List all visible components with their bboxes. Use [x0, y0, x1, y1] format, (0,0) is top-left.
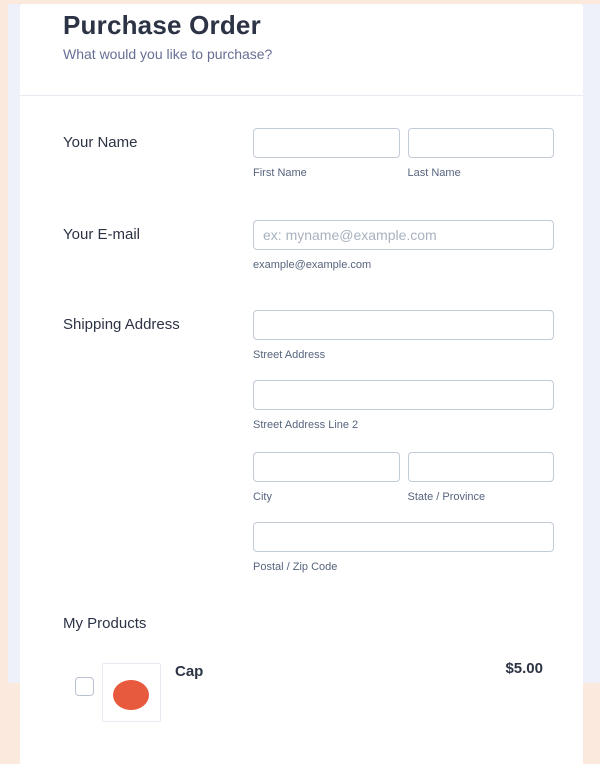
- address-field-row: [63, 310, 554, 574]
- form-header: [20, 4, 583, 96]
- email-field-inputs: [253, 220, 554, 272]
- cap-image: [113, 680, 149, 710]
- state-input[interactable]: [408, 452, 555, 482]
- street-address-input[interactable]: [253, 310, 554, 340]
- name-field-row: [63, 128, 554, 180]
- form-page-background: [8, 4, 600, 683]
- city-input[interactable]: [253, 452, 400, 482]
- product-price: $5.00: [505, 660, 543, 677]
- your-name-label: Your Name: [63, 134, 138, 151]
- email-sublabel: example@example.com: [253, 259, 372, 271]
- page-subtitle: What would you like to purchase?: [63, 46, 273, 62]
- street-address-line2-input[interactable]: [253, 380, 554, 410]
- last-name-input[interactable]: [408, 128, 555, 158]
- last-name-sublabel: Last Name: [407, 167, 461, 179]
- street-address-line2-sublabel: Street Address Line 2: [253, 419, 359, 431]
- page-title: Purchase Order: [63, 10, 261, 40]
- product-image-cap[interactable]: [102, 663, 161, 722]
- first-name-sublabel: First Name: [253, 167, 307, 179]
- postal-code-input[interactable]: [253, 522, 554, 552]
- product-name: Cap: [175, 663, 204, 680]
- name-field-inputs: [253, 128, 554, 180]
- form-body: [20, 96, 583, 722]
- email-input[interactable]: [253, 220, 554, 250]
- postal-code-sublabel: Postal / Zip Code: [253, 561, 338, 573]
- product-checkbox[interactable]: [75, 677, 94, 696]
- your-email-label: Your E-mail: [63, 226, 140, 243]
- my-products-heading: My Products: [63, 615, 147, 632]
- shipping-address-label: Shipping Address: [63, 316, 180, 333]
- product-row: [63, 657, 554, 722]
- form-card: [20, 4, 583, 764]
- first-name-input[interactable]: [253, 128, 400, 158]
- state-sublabel: State / Province: [407, 491, 486, 503]
- city-sublabel: City: [253, 491, 272, 503]
- address-field-inputs: [253, 310, 554, 574]
- email-field-row: [63, 220, 554, 272]
- street-address-sublabel: Street Address: [253, 349, 326, 361]
